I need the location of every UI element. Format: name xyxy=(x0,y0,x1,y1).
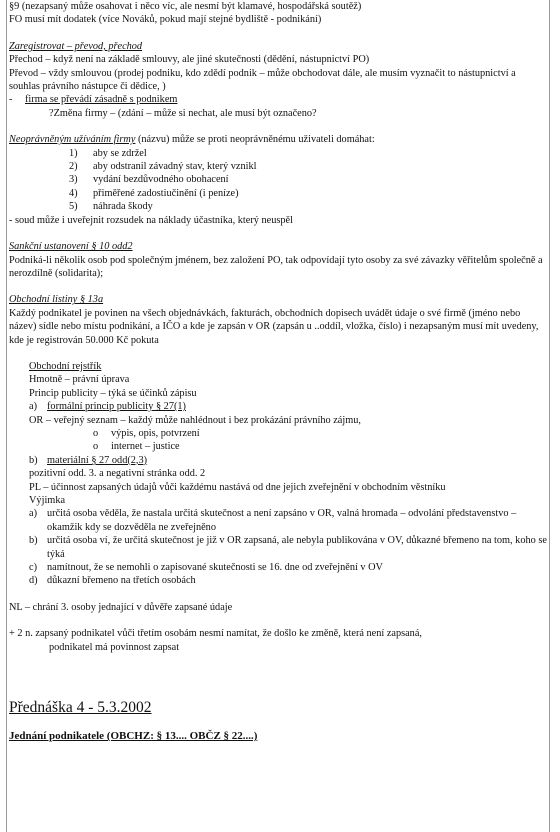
list-item-text: namítnout, že se nemohli o zapisované skutečnosti se 16. dne od zveřejnění v OV xyxy=(47,562,383,574)
list-item-text: vydání bezdůvodného obohacení xyxy=(93,174,229,186)
line-fo: FO musí mít dodatek (více Nováků, pokud mají stejné bydliště - podnikání) xyxy=(9,14,322,26)
heading-neopravnene xyxy=(9,133,547,146)
vyjimka-list xyxy=(29,507,547,587)
formalni-text: formální princip publicity § 27(1) xyxy=(47,401,186,413)
list-item xyxy=(9,160,547,173)
internet-text: internet – justice xyxy=(111,441,180,453)
line-vyjimka: Výjimka xyxy=(29,495,66,506)
vypis-text: výpis, opis, potvrzení xyxy=(111,427,200,439)
list-number: 5) xyxy=(69,201,78,213)
list-item-vypis xyxy=(29,427,547,440)
firma-text: firma se převádí zásadně s podnikem xyxy=(25,94,178,106)
paragraph-obchodni-listiny: Každý podnikatel je povinen na všech objednávkách, fakturách, obchodních dopisech uvádět údaje o své firmě (jméno nebo název) sídle nebo místu podnikání, a IČO a kde je zapsán v OR (zapsán u ..oddíl, vložka, číslo) i nezapsaným musí mít uvedeny, kde je registrován 50.000 Kč pokuta xyxy=(9,307,539,346)
line-princip: Princip publicity – týká se účinků zápisu xyxy=(29,387,197,399)
list-item xyxy=(29,561,547,574)
line-soud: - soud může i uveřejnit rozsudek na náklady účastníka, který neuspěl xyxy=(9,214,293,226)
list-item-firma xyxy=(9,93,547,106)
list-item xyxy=(9,173,547,186)
materialni-text: materiální § 27 odd(2,3) xyxy=(47,454,148,466)
bullet-dash: - xyxy=(9,94,13,106)
document-page xyxy=(6,0,550,832)
line-or: OR – veřejný seznam – každý může nahlédnout i bez prokázání právního zájmu, xyxy=(29,414,361,426)
line-par9: §9 (nezapsaný může osahovat i něco víc, ale nesmí být klamavé, hospodářská soutěž) xyxy=(9,1,362,12)
paragraph-sankcni: Podniká-li několik osob pod společným jménem, bez založení PO, tak odpovídají tyto osoby za své závazky věřitelům společně a nerozdílně (solidarita); xyxy=(9,254,543,279)
list-item-text: důkazní břemeno na třetích osobách xyxy=(47,575,196,587)
line-prevod: Převod – vždy smlouvou (prodej podniku, kdo zdědí podnik – může obchodovat dále, ale musím vyznačit to nástupnictví a souhlas právního nástupce či dědice, ) xyxy=(9,67,516,93)
line-prechod: Přechod – když není na základě smlouvy, ale jiné skutečnosti (dědění, nástupnictví PO) xyxy=(9,54,370,66)
list-item-text: přiměřené zadostiučinění (i peníze) xyxy=(93,187,239,199)
list-item xyxy=(29,507,547,534)
list-item xyxy=(9,200,547,213)
label-a: a) xyxy=(29,401,37,413)
list-label: d) xyxy=(29,575,38,587)
list-item-text: určitá osoba ví, že určitá skutečnost je již v OR zapsaná, ale nebyla publikována v OV, důkazné břemeno na tom, koho se týká xyxy=(47,535,547,560)
line-nl: NL – chrání 3. osoby jednající v důvěře zapsané údaje xyxy=(9,601,233,613)
list-item-materialni xyxy=(29,454,547,467)
list-item-formalni xyxy=(29,400,547,413)
list-item-text: aby se zdržel xyxy=(93,147,147,159)
heading-obchodni-listiny: Obchodní listiny § 13a xyxy=(9,294,104,306)
list-label: a) xyxy=(29,508,37,520)
list-number: 2) xyxy=(69,161,78,173)
list-label: b) xyxy=(29,535,38,547)
list-item xyxy=(9,147,547,160)
label-b: b) xyxy=(29,454,38,466)
neopravnene-title: Neoprávněným užíváním firmy xyxy=(9,134,136,146)
heading-prednaska: Přednáška 4 - 5.3.2002 xyxy=(9,699,152,717)
heading-jednani: Jednání podnikatele (OBCHZ: § 13.... OBČZ § 22....) xyxy=(9,730,258,743)
list-number: 1) xyxy=(69,147,78,159)
list-item-text: náhrada škody xyxy=(93,201,153,213)
list-number: 3) xyxy=(69,174,78,186)
neopravnene-list xyxy=(9,147,547,214)
line-pozitivni: pozitivní odd. 3. a negativní stránka odd. 2 xyxy=(29,468,206,480)
bullet-o: o xyxy=(93,441,99,453)
line-pl: PL – účinnost zapsaných údajů vůči každému nastává od dne jejich zveřejnění v obchodním věstníku xyxy=(29,481,446,493)
list-number: 4) xyxy=(69,187,78,199)
list-item-internet xyxy=(29,440,547,453)
line-hmotne: Hmotně – právní úprava xyxy=(29,374,130,386)
bullet-o: o xyxy=(93,427,99,439)
line-zmena-firmy: ?Změna firmy – (zdání – může si nechat, ale musí být označeno? xyxy=(49,107,317,119)
line-povinnost: podnikatel má povinnost zapsat xyxy=(49,641,180,653)
section-obchodni-rejstrik xyxy=(9,360,547,588)
heading-sankcni: Sankční ustanovení § 10 odd2 xyxy=(9,241,133,253)
list-item-text: aby odstranil závadný stav, který vznikl xyxy=(93,161,257,173)
neopravnene-rest: (názvu) může se proti neoprávněnému uživateli domáhat: xyxy=(135,134,375,146)
line-plus-2n: + 2 n. zapsaný podnikatel vůči třetím osobám nesmí namítat, že došlo ke změně, která není zapsaná, xyxy=(9,628,422,640)
list-item xyxy=(9,187,547,200)
heading-zaregistrovat: Zaregistrovat – převod, přechod xyxy=(9,40,143,52)
list-item-text: určitá osoba věděla, že nastala určitá skutečnost a není zapsáno v OR, valná hromada – odvolání představenstvo – okamžik kdy se dozvěděla ne zveřejněno xyxy=(47,508,517,533)
list-item xyxy=(29,574,547,587)
heading-obchodni-rejstrik: Obchodní rejstřík xyxy=(29,360,102,372)
list-label: c) xyxy=(29,562,37,574)
list-item xyxy=(29,534,547,561)
